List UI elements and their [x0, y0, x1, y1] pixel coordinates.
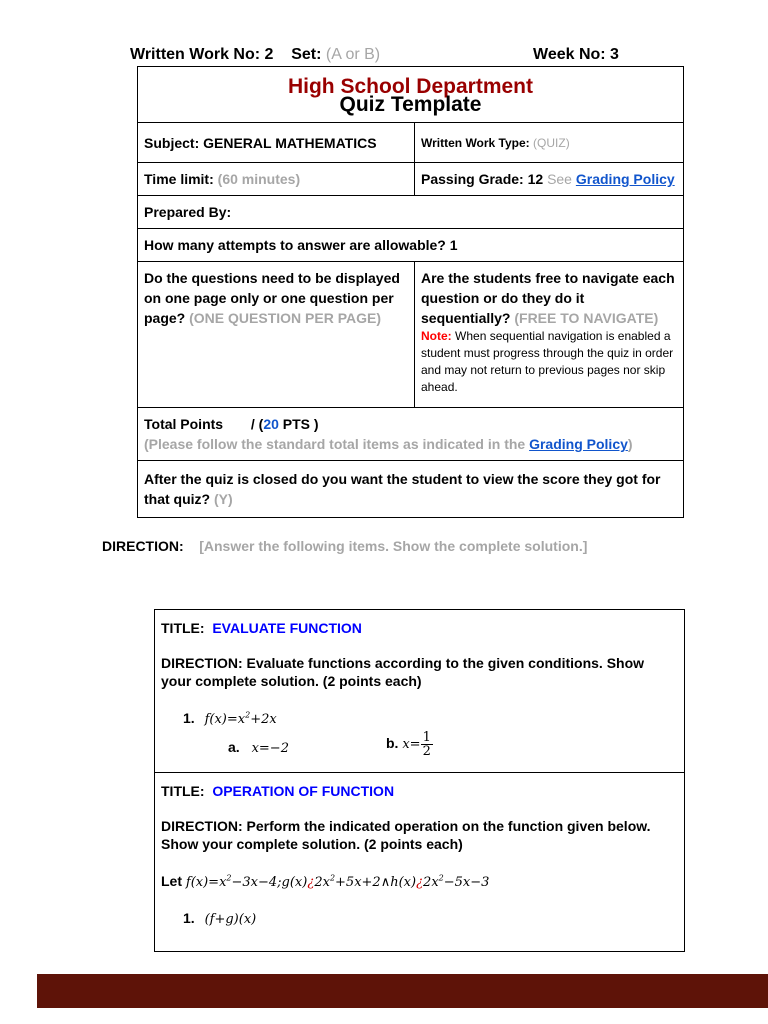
- quiz-info-table: [137, 66, 684, 518]
- total-points-note-close: ): [627, 436, 633, 452]
- sub-b-expression: x= $\frac{1}{2}$: [402, 730, 431, 759]
- item-number: 1.: [183, 710, 195, 726]
- total-points-cell: [138, 408, 684, 461]
- footer-bar: [37, 974, 768, 1008]
- section-operation-of-function: [154, 772, 685, 952]
- section1-direction: DIRECTION: Evaluate functions according to the given conditions. Show your complete solution. (2 points each): [161, 655, 645, 689]
- section2-title-label: TITLE:: [161, 783, 205, 799]
- subject-cell: Subject: GENERAL MATHEMATICS: [138, 123, 415, 163]
- week-label: Week No: 3: [533, 46, 619, 63]
- section1-title: [161, 620, 362, 636]
- total-points-note: (Please follow the standard total items as indicated in the: [144, 436, 526, 452]
- sub-a-expression: x=−2: [251, 741, 289, 756]
- passing-label: Passing Grade: 12: [421, 171, 544, 187]
- view-score-question: After the quiz is closed do you want the student to view the score they got for that quiz?: [144, 471, 661, 507]
- function-f-expression: $f(x)=x^2+2x$: [204, 710, 277, 727]
- note-label: Note:: [421, 329, 452, 343]
- header-left: [130, 46, 380, 64]
- direction-line: [102, 538, 587, 554]
- section-evaluate-function: [154, 609, 685, 773]
- section1-sub-a: [228, 739, 289, 756]
- section1-title-text: EVALUATE FUNCTION: [212, 620, 362, 636]
- department-title: High School Department: [287, 75, 534, 98]
- passing-see: See: [547, 171, 572, 187]
- navigation-note: [421, 328, 677, 396]
- total-points-slash: / (: [250, 416, 264, 432]
- section2-item-1: [183, 910, 256, 927]
- direction-text: [Answer the following items. Show the complete solution.]: [199, 538, 588, 554]
- total-points-label: Total Points: [144, 416, 224, 432]
- prepared-by-cell: Prepared By:: [138, 196, 684, 229]
- item-expression: (f+g)(x): [204, 912, 257, 927]
- section2-let-line: [161, 873, 489, 890]
- navigate-cell: [415, 262, 684, 408]
- grading-policy-link-2[interactable]: Grading Policy: [529, 436, 628, 452]
- functions-definition: $f(x)=x^2-3x-4;g(x)¿2x^2+5x+2\wedge h(x)¿2x^2-5x-3$: [185, 873, 490, 890]
- total-points-unit: PTS ): [282, 416, 319, 432]
- display-question: Do the questions need to be displayed on one page only or one question per page?: [144, 270, 400, 326]
- grading-policy-link[interactable]: Grading Policy: [575, 171, 675, 187]
- total-points-value: 20: [263, 416, 279, 432]
- attempts-cell: How many attempts to answer are allowable? 1: [138, 229, 684, 262]
- view-score-answer: (Y): [214, 491, 233, 507]
- item-number: 1.: [183, 910, 195, 926]
- passing-grade-cell: [415, 163, 684, 196]
- template-title: Quiz Template: [339, 93, 482, 116]
- view-score-cell: [138, 461, 684, 518]
- direction-label: DIRECTION:: [102, 538, 184, 554]
- ww-type-cell: [415, 123, 684, 163]
- ww-type-value: (QUIZ): [533, 135, 570, 150]
- display-cell: [138, 262, 415, 408]
- set-label: Set:: [291, 46, 322, 63]
- section1-title-label: TITLE:: [161, 620, 205, 636]
- navigate-answer: (FREE TO NAVIGATE): [514, 310, 659, 326]
- time-limit-cell: [138, 163, 415, 196]
- section1-item-1: [183, 710, 277, 727]
- time-value: (60 minutes): [217, 171, 301, 187]
- display-answer: (ONE QUESTION PER PAGE): [189, 310, 381, 326]
- sub-a-label: a.: [228, 739, 240, 755]
- note-text: When sequential navigation is enabled a student must progress through the quiz in order and may not return to previous pages nor skip ahead.: [421, 329, 674, 394]
- ww-type-label: Written Work Type:: [421, 135, 530, 150]
- navigate-question: Are the students free to navigate each question or do they do it sequentially?: [421, 270, 675, 326]
- set-value: (A or B): [325, 46, 381, 63]
- section1-sub-b: [386, 731, 433, 758]
- section2-title-text: OPERATION OF FUNCTION: [212, 783, 395, 799]
- let-label: Let: [161, 873, 182, 889]
- title-cell: [138, 67, 684, 123]
- section2-direction: DIRECTION: Perform the indicated operation on the function given below. Show your complete solution. (2 points each): [161, 818, 651, 852]
- sub-b-label: b.: [386, 735, 399, 751]
- time-label: Time limit:: [144, 171, 214, 187]
- section2-title: [161, 783, 394, 799]
- written-work-label: Written Work No: 2: [130, 46, 274, 63]
